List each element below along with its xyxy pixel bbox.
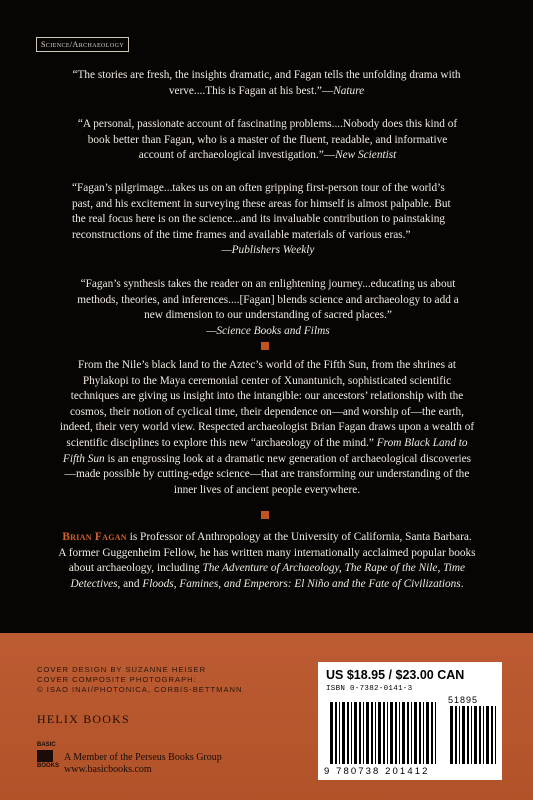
bio-text: is Professor of Anthropology at the University of California, Santa Barbara. A former Guggenheim Fellow, he has written many internationally acclaimed popular books about archaeology, including bbox=[58, 531, 476, 575]
quote-text: “Fagan’s pilgrimage...takes us on an often gripping first-person tour of the world’s past, and his excitement in surveying these areas for himself is almost palpable. But the real focus here is on the science...and its invaluable contribution to painstaking reconstructions of the time frames and available materials of various eras.” bbox=[72, 182, 451, 241]
credit-line: © ISAO INAI/PHOTONICA, CORBIS-BETTMANN bbox=[37, 684, 243, 694]
quote-text: “A personal, passionate account of fascinating problems....Nobody does this kind of book better than Fagan, who is a master of the fluent, readable, and informative account of archaeological investigation.”— bbox=[77, 118, 458, 162]
bio-and: and bbox=[120, 577, 143, 590]
book-list-2: Floods, Famines, and Emperors: El Niño and the Fate of Civilizations bbox=[142, 577, 461, 590]
price: US $18.95 / $23.00 CAN bbox=[326, 668, 465, 682]
review-quote-4 bbox=[72, 277, 464, 339]
quote-source: New Scientist bbox=[335, 149, 397, 162]
price-addon-digits: 51895 bbox=[448, 695, 479, 705]
quote-source: —Publishers Weekly bbox=[221, 244, 315, 257]
book-title: From Black Land to Fifth Sun bbox=[62, 436, 468, 465]
quote-text: “The stories are fresh, the insights dramatic, and Fagan tells the unfolding drama with verve....This is Fagan at his best.”— bbox=[72, 69, 461, 97]
imprint-name: HELIX BOOKS bbox=[37, 712, 130, 726]
logo-mark-icon bbox=[37, 750, 53, 762]
credit-line: COVER COMPOSITE PHOTOGRAPH: bbox=[37, 674, 197, 684]
category-label: Science/Archaeology bbox=[36, 37, 129, 52]
credit-line: COVER DESIGN BY SUZANNE HEISER bbox=[37, 665, 207, 674]
review-quote-2 bbox=[71, 117, 464, 164]
separator-square bbox=[261, 342, 269, 350]
review-quote-1 bbox=[60, 68, 473, 99]
book-description bbox=[58, 358, 476, 498]
description-text: From the Nile’s black land to the Aztec’s world of the Fifth Sun, from the shrines at Phylakopi to the Maya ceremonial center of Xunantunich, sophisticated scientific techniques are giving us insight into the intangible: our ancestors’ relationship with the cosmos, their notion of cyclical time, their dependence on—and worship of—the earth, indeed, their very world view. Respected archaeologist Brian Fagan draws upon a wealth of scientific disciplines to explore this new “archaeology of the mind.” bbox=[59, 359, 475, 449]
quote-text: “Fagan’s synthesis takes the reader on an enlightening journey...educating us about methods, theories, and inferences....[Fagan] blends science and archaeology to add a new dimension to our understanding of sacred places.” bbox=[77, 278, 459, 322]
barcode-number: 9 780738 201412 bbox=[324, 766, 430, 777]
quote-source: —Science Books and Films bbox=[206, 324, 330, 337]
quote-source: Nature bbox=[333, 84, 365, 97]
basic-books-logo bbox=[37, 742, 59, 774]
publisher-url: www.basicbooks.com bbox=[64, 764, 152, 775]
review-quote-3 bbox=[72, 181, 464, 259]
description-text-end: is an engrossing look at a dramatic new generation of archaeological discoveries—made possible by cutting-edge science—that are transforming our understanding of the inner lives of ancient people everywhere. bbox=[64, 452, 472, 496]
logo-text-top: BASIC bbox=[37, 742, 56, 748]
book-list-1: The Adventure of Archaeology, The Rape of the Nile, Time Detectives, bbox=[70, 562, 466, 590]
barcode-label bbox=[318, 662, 502, 780]
author-bio bbox=[58, 530, 476, 592]
separator-square bbox=[261, 511, 269, 519]
publisher-group: A Member of the Perseus Books Group bbox=[64, 752, 222, 763]
cover-credits bbox=[37, 665, 242, 694]
author-name: Brian Fagan bbox=[62, 531, 127, 543]
publisher-info bbox=[64, 752, 222, 776]
logo-text-bottom: BOOKS bbox=[37, 763, 60, 769]
isbn: ISBN 0-7382-0141-3 bbox=[326, 685, 413, 693]
bio-end: . bbox=[460, 577, 464, 590]
